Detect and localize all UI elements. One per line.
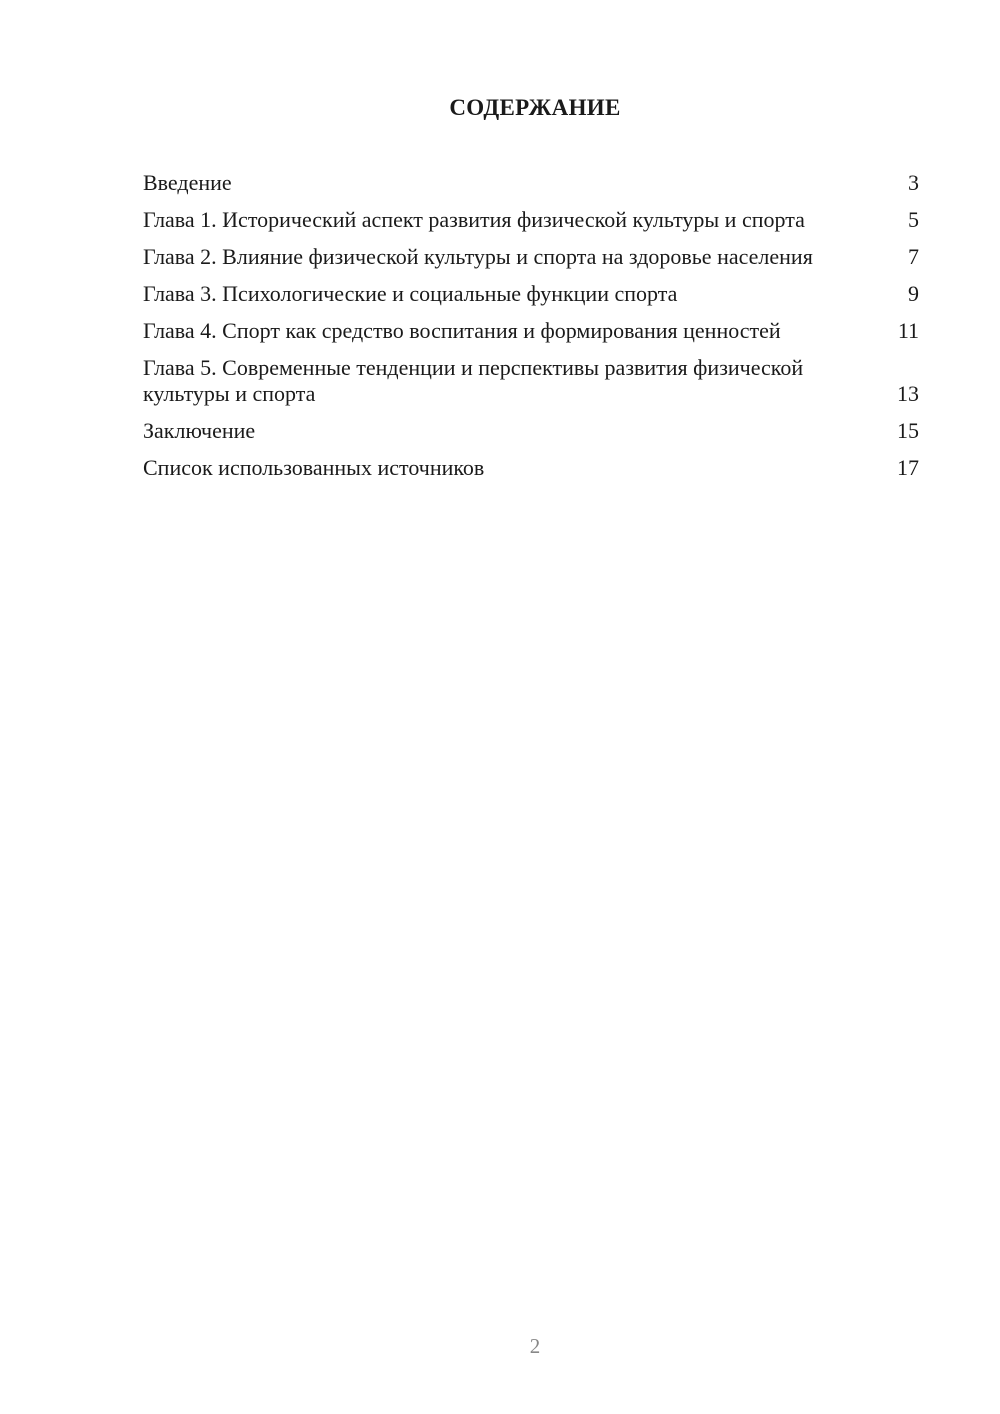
- toc-entry-chapter-1[interactable]: [143, 207, 919, 233]
- toc-entry-label: Глава 4. Спорт как средство воспитания и формирования ценностей: [143, 318, 781, 343]
- toc-entry-label: Глава 5. Современные тенденции и перспективы развития физической культуры и спорта: [143, 355, 804, 406]
- toc-entry-page: 13: [897, 381, 919, 406]
- toc-entry-page: 17: [897, 455, 919, 480]
- page-title: СОДЕРЖАНИЕ: [449, 95, 621, 120]
- table-of-contents: [143, 170, 919, 492]
- toc-entry-chapter-2[interactable]: [143, 244, 919, 270]
- toc-entry-label: Глава 2. Влияние физической культуры и спорта на здоровье населения: [143, 244, 813, 269]
- toc-entry-page: 5: [908, 207, 919, 232]
- toc-entry-label: Список использованных источников: [143, 455, 485, 480]
- toc-entry-label: Введение: [143, 170, 232, 195]
- toc-entry-chapter-5[interactable]: [143, 355, 919, 407]
- toc-entry-references[interactable]: [143, 455, 919, 481]
- toc-entry-page: 11: [897, 318, 919, 343]
- toc-entry-chapter-4[interactable]: [143, 318, 919, 344]
- toc-entry-label: Заключение: [143, 418, 256, 443]
- toc-entry-chapter-3[interactable]: [143, 281, 919, 307]
- toc-entry-introduction[interactable]: [143, 170, 919, 196]
- toc-entry-conclusion[interactable]: [143, 418, 919, 444]
- toc-entry-label: Глава 3. Психологические и социальные функции спорта: [143, 281, 678, 306]
- page-number: 2: [529, 1334, 541, 1358]
- toc-entry-page: 7: [908, 244, 919, 269]
- toc-entry-label: Глава 1. Исторический аспект развития физической культуры и спорта: [143, 207, 805, 232]
- toc-entry-page: 3: [908, 170, 919, 195]
- toc-entry-page: 9: [908, 281, 919, 306]
- toc-entry-page: 15: [897, 418, 919, 443]
